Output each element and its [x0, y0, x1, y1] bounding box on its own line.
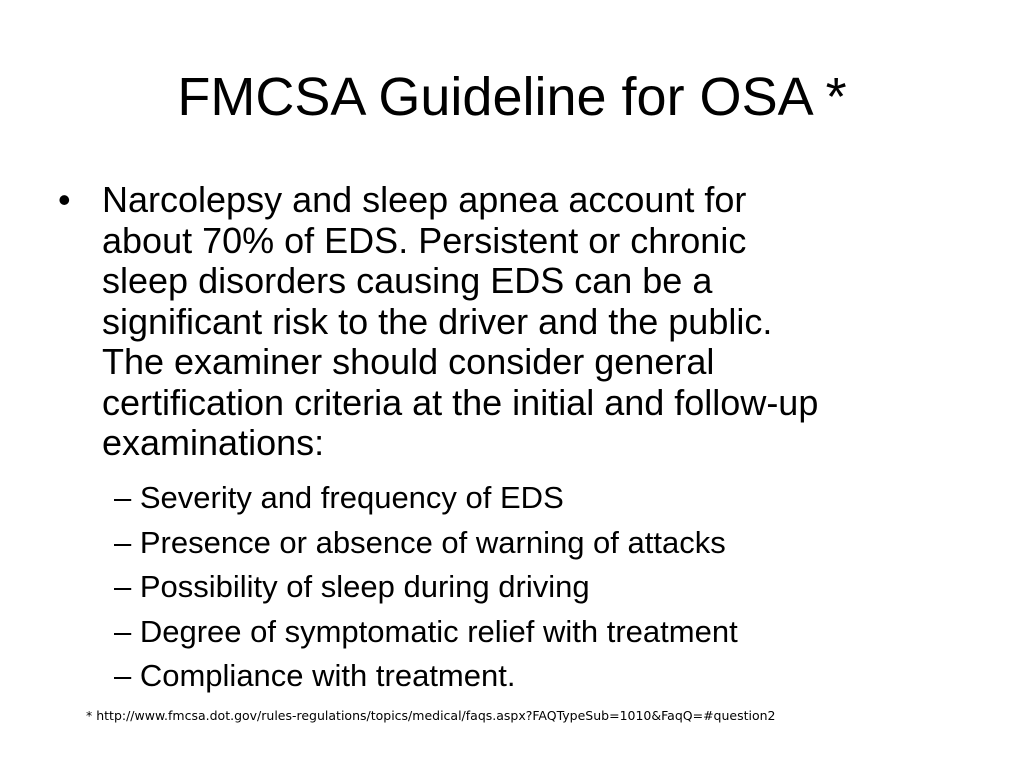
sub-bullet-item: – Compliance with treatment.	[114, 658, 516, 693]
main-bullet-text	[102, 180, 962, 464]
main-bullet-line: about 70% of EDS. Persistent or chronic	[102, 219, 747, 261]
sub-bullet-item: – Possibility of sleep during driving	[114, 569, 590, 604]
bullet-marker: •	[58, 179, 71, 220]
sub-bullet-list	[114, 476, 974, 699]
main-bullet-line: significant risk to the driver and the public.	[102, 300, 773, 342]
main-bullet-line: The examiner should consider general	[102, 341, 715, 382]
sub-bullet-item: – Degree of symptomatic relief with treatment	[114, 613, 738, 649]
main-bullet-line: sleep disorders causing EDS can be a	[102, 260, 713, 301]
main-bullet-line: Narcolepsy and sleep apnea account for	[102, 179, 747, 220]
slide-title: FMCSA Guideline for OSA *	[177, 67, 847, 127]
footnote-source-url: * http://www.fmcsa.dot.gov/rules-regulations/topics/medical/faqs.aspx?FAQTypeSub=1010&FaqQ=#question2	[86, 708, 776, 723]
main-bullet-line: examinations:	[102, 422, 325, 463]
sub-bullet-item: – Presence or absence of warning of attacks	[114, 524, 726, 560]
main-bullet-line: certification criteria at the initial and follow-up	[102, 381, 819, 423]
sub-bullet-item: – Severity and frequency of EDS	[114, 480, 564, 515]
